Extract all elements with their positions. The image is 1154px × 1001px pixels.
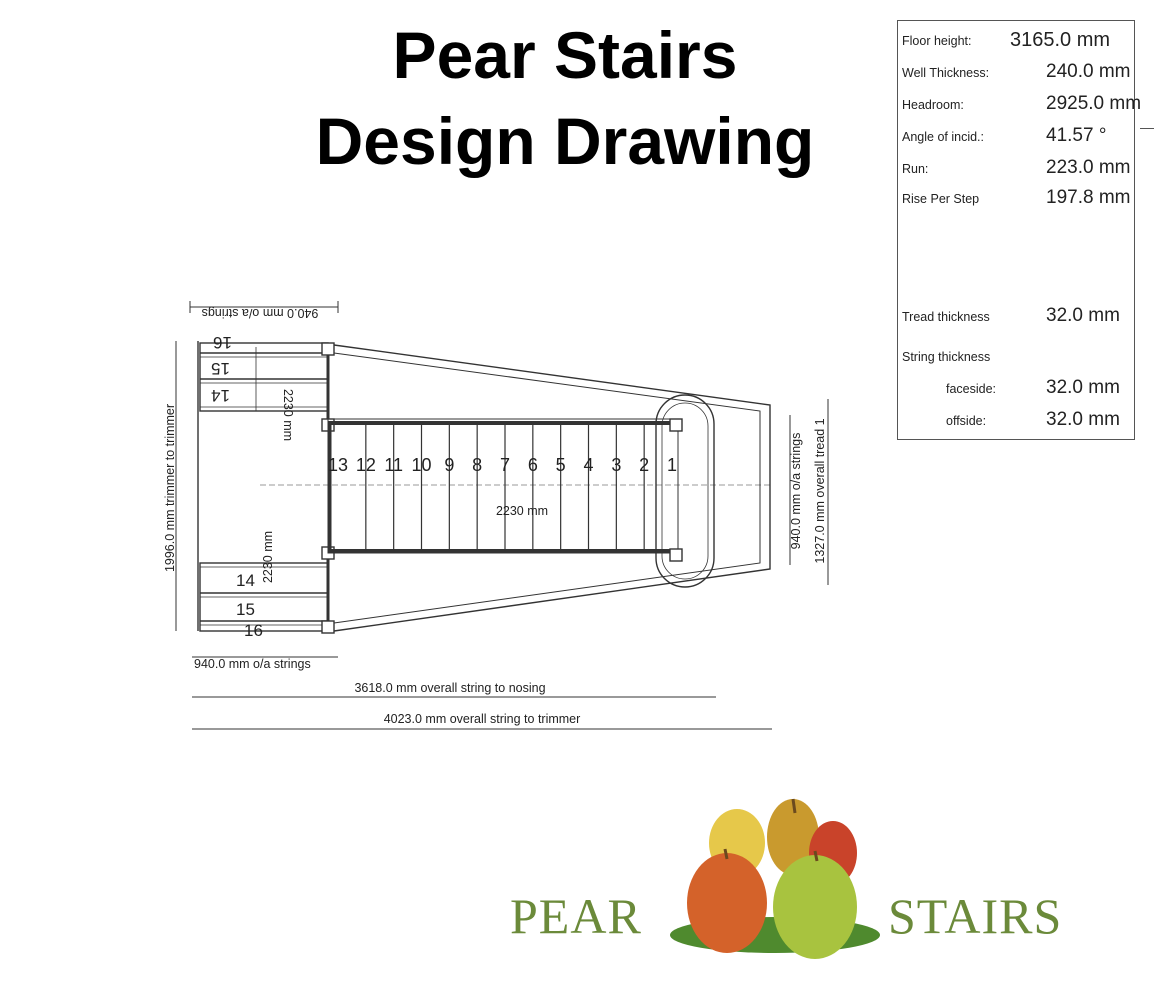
spec-row-angle: [898, 125, 1134, 149]
spec-row-rise-per-step: [898, 187, 1134, 211]
spec-value: 32.0 mm: [1046, 305, 1120, 326]
spec-label: offside:: [946, 414, 987, 428]
spec-label: Headroom:: [902, 98, 964, 112]
pear-stairs-logo: [510, 795, 1080, 965]
panel-edge-mark: [1140, 128, 1154, 129]
drawing-title: [250, 12, 880, 184]
spec-value: 197.8 mm: [1046, 187, 1131, 208]
dim-top-strings-label: 940.0 mm o/a strings: [201, 306, 319, 320]
spec-label: Angle of incid.:: [902, 130, 984, 144]
logo-text-left: PEAR: [510, 888, 642, 944]
spec-row-headroom: [898, 93, 1142, 117]
spec-row-run: [898, 157, 1134, 181]
main-flight-outline: [328, 419, 678, 553]
stair-plan-drawing: [160, 295, 850, 745]
outer-string: [334, 345, 770, 631]
dim-left-trimmer-label: 1996.0 mm trimmer to trimmer: [163, 403, 177, 573]
bottom-step-label: 16: [244, 621, 263, 640]
title-line-1: Pear Stairs: [392, 18, 738, 92]
step-number-label: 2: [639, 455, 650, 475]
step-number-label: 9: [444, 455, 455, 475]
top-step-label: 16: [213, 333, 232, 352]
pear-green: [773, 855, 857, 959]
spec-value: 223.0 mm: [1046, 157, 1131, 178]
spec-value: 41.57 °: [1046, 125, 1107, 146]
newel-post-top-left: [322, 343, 334, 355]
step-number-label: 10: [411, 455, 432, 475]
dim-bottom-flight-width-label: 2230 mm: [261, 530, 275, 584]
outer-string-inner: [334, 353, 760, 623]
newel-post-top-right: [670, 419, 682, 431]
newel-post-bottom-right: [670, 549, 682, 561]
pear-orange: [687, 853, 767, 953]
step-number-label: 4: [583, 455, 594, 475]
top-step-label: 14: [211, 386, 230, 405]
step-number-label: 3: [611, 455, 622, 475]
spec-row-floor-height: [898, 29, 1134, 53]
step-number-label: 11: [384, 455, 404, 475]
spec-value: 32.0 mm: [1046, 409, 1120, 430]
step-number-label: 13: [327, 455, 349, 475]
spec-row-offside: [898, 409, 1134, 433]
dim-string-to-nosing-label: 3618.0 mm overall string to nosing: [354, 681, 546, 695]
spec-label: Tread thickness: [902, 310, 990, 324]
dim-string-to-trimmer-label: 4023.0 mm overall string to trimmer: [383, 712, 581, 726]
pear-stem: [815, 851, 817, 861]
spec-label: faceside:: [946, 382, 997, 396]
spec-row-string-thickness: [898, 345, 1134, 369]
title-line-2: Design Drawing: [315, 104, 815, 178]
dim-bottom-strings-label: 940.0 mm o/a strings: [194, 657, 311, 671]
step-number-label: 7: [499, 455, 511, 475]
specification-panel: [897, 20, 1142, 440]
step-number-label: 6: [527, 455, 538, 475]
top-step-label: 15: [211, 359, 230, 378]
spec-row-faceside: [898, 377, 1134, 401]
bottom-step-label: 14: [236, 571, 255, 590]
spec-label: Floor height:: [902, 34, 972, 48]
spec-row-well-thickness: [898, 61, 1134, 85]
step-number-label: 12: [355, 455, 376, 475]
spec-label: Run:: [902, 162, 929, 176]
bottom-step-label: 15: [236, 600, 255, 619]
spec-label: Well Thickness:: [902, 66, 990, 80]
newel-post-bottom-left: [322, 621, 334, 633]
logo-text-right: STAIRS: [888, 888, 1063, 944]
spec-label: String thickness: [902, 350, 991, 364]
spec-value: 3165.0 mm: [1010, 29, 1111, 51]
step-number-label: 5: [555, 455, 566, 475]
dim-top-flight-width-label: 2230 mm: [281, 388, 295, 442]
pears-illustration: [665, 795, 885, 965]
dim-right-strings-label: 940.0 mm o/a strings: [789, 432, 803, 550]
step-number-label: 1: [666, 455, 678, 475]
pear-stem: [725, 849, 727, 859]
dim-center-width-label: 2230 mm: [495, 504, 549, 518]
spec-value: 2925.0 mm: [1046, 93, 1142, 114]
spec-value: 240.0 mm: [1046, 61, 1131, 82]
pear-stem: [793, 799, 795, 813]
spec-value: 32.0 mm: [1046, 377, 1120, 398]
step-number-label: 8: [472, 455, 483, 475]
dim-right-overall-label: 1327.0 mm overall tread 1: [813, 418, 827, 564]
spec-row-tread-thickness: [898, 305, 1134, 329]
spec-label: Rise Per Step: [902, 192, 980, 206]
